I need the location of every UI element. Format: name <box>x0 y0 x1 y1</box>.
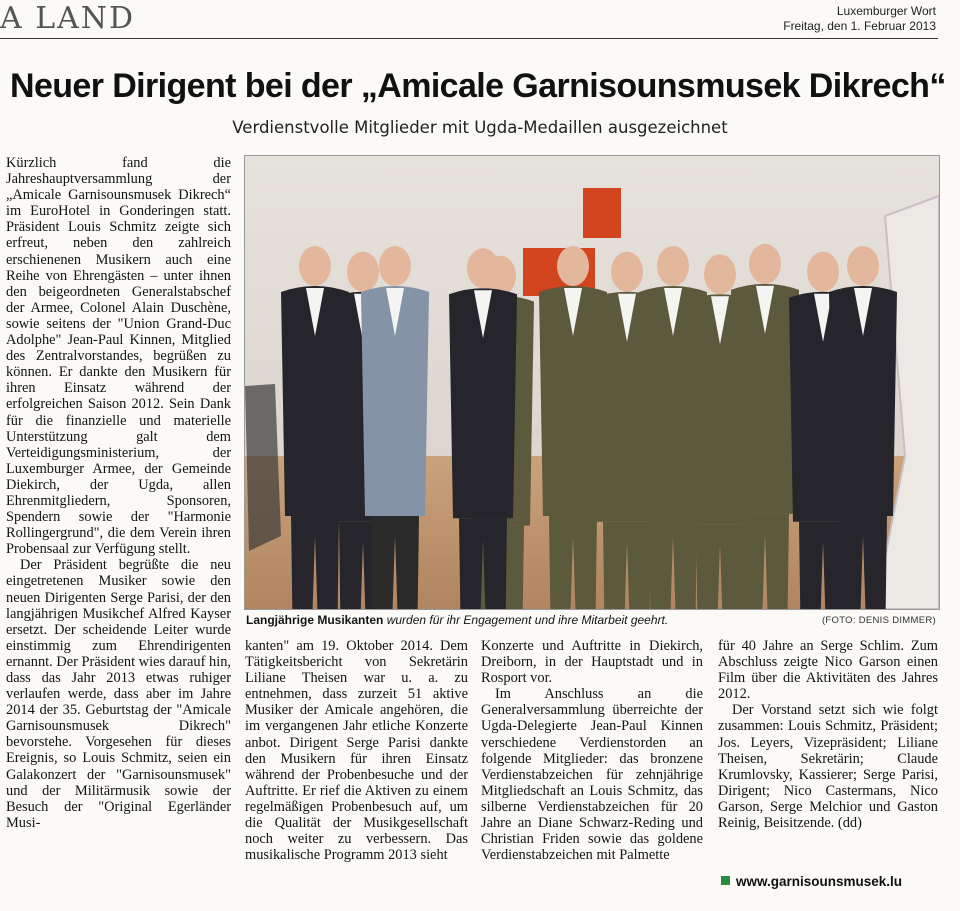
people-group <box>281 244 897 609</box>
section-title: A LAND <box>0 1 136 36</box>
publication-name: Luxemburger Wort <box>836 4 936 18</box>
article-column-1 <box>6 155 231 899</box>
website-link[interactable] <box>721 874 902 889</box>
caption-text: wurden für ihr Engagement und ihre Mitarbeit geehrt. <box>383 613 669 627</box>
publication-info <box>783 4 936 34</box>
red-panel <box>583 188 621 238</box>
article-headline: Neuer Dirigent bei der „Amicale Garnisounsmusek Dikrech“ <box>10 67 946 105</box>
photo-credit: (FOTO: DENIS DIMMER) <box>821 615 936 626</box>
page-header <box>0 0 960 40</box>
paragraph: kanten" am 19. Oktober 2014. Dem Tätigkeitsbericht von Sekretärin Liliane Theisen war u. a. zu entnehmen, dass zurzeit 51 aktive Musiker der Amicale angehören, die im vergangenen Jahr etliche Konzerte anbot. Dirigent Serge Parisi dankte den Musikern für ihren Einsatz während der Probenbesuche und der Auftritte. Er rief die Aktiven zu einem regelmäßigen Probenbesuch auf, um die Qualität der Musikgesellschaft noch weiter zu verbessern. Das musikalische Programm 2013 sieht <box>245 638 468 864</box>
article-column-3 <box>481 638 703 896</box>
paragraph: für 40 Jahre an Serge Schlim. Zum Abschluss zeigte Nico Garson einen Film über die Aktivitäten des Jahres 2012. <box>718 638 938 703</box>
caption-keyword: Langjährige Musikanten <box>246 613 384 627</box>
paragraph: Konzerte und Auftritte in Diekirch, Dreiborn, in der Hauptstadt und in Rosport vor. <box>481 638 703 687</box>
article-column-2 <box>245 638 468 896</box>
group-photo <box>244 155 940 610</box>
article-subheadline: Verdienstvolle Mitglieder mit Ugda-Medaillen ausgezeichnet <box>232 118 728 137</box>
chair <box>245 384 281 551</box>
paragraph: Der Vorstand setzt sich wie folgt zusammen: Louis Schmitz, Präsident; Jos. Leyers, Vizepräsident; Liliane Theisen, Sekretärin; Claude Krumlovsky, Kassierer; Serge Parisi, Dirigent; Nico Castermans, Nico Garson, Serge Melchior und Gaston Reinig, Beisitzende. (dd) <box>718 702 938 832</box>
website-url: www.garnisounsmusek.lu <box>736 874 903 889</box>
group-photo-illustration <box>245 156 939 609</box>
green-square-icon <box>721 876 730 885</box>
photo-caption <box>244 611 938 629</box>
article-column-4 <box>718 638 938 868</box>
publication-date: Freitag, den 1. Februar 2013 <box>783 19 936 33</box>
paragraph: Der Präsident begrüßte die neu eingetretenen Musiker sowie den neuen Dirigenten Serge Parisi, der den langjährigen Musikchef Alfred Kayser ersetzt. Der scheidende Leiter wurde einstimmig zum Ehrendirigenten ernannt. Der Präsident wies darauf hin, dass das Jahr 2013 etwas ruhiger verlaufen werde, dass aber im Jahre 2014 der 35. Geburtstag der "Amicale Garnisounsmusek Dikrech" bevorstehe. Vorgesehen für dieses Ereignis, so Louis Schmitz, seien ein Galakonzert der "Garnisounsmusek" und der Militärmusik sowie der Besuch der "Original Egerländer Musi- <box>6 557 231 831</box>
header-rule <box>0 38 938 39</box>
paragraph: Kürzlich fand die Jahreshauptversammlung der „Amicale Garnisounsmusek Dikrech“ im EuroHotel in Gonderingen statt. Präsident Louis Schmitz zeigte sich erfreut, neben den zahlreich erschienenen Musikern auch eine Reihe von Ehrengästen – unter ihnen den beigeordneten Generalstabschef der Armee, Colonel Alain Duschène, sowie seitens der "Union Grand-Duc Adolphe" Jean-Paul Kinnen, Mitglied des Zentralvorstandes, begrüßen zu können. Er dankte den Musikern für ihren Einsatz während der erfolgreichen Saison 2012. Sein Dank für die finanzielle und materielle Unterstützung galt dem Verteidigungsministerium, der Luxemburger Armee, der Gemeinde Diekirch, der Ugda, allen Ehrenmitgliedern, Sponsoren, Spendern sowie der "Harmonie Rollingergrund", die dem Verein ihren Probensaal zur Verfügung stellt. <box>6 155 231 558</box>
paragraph: Im Anschluss an die Generalversammlung überreichte der Ugda-Delegierte Jean-Paul Kinnen verschiedene Verdienstorden an folgende Mitglieder: das bronzene Verdienstabzeichen für zehnjährige Mitgliedschaft an Louis Schmitz, das silberne Verdienstabzeichen für 20 Jahre an Diane Schwarz-Reding und Christian Friden sowie das goldene Verdienstabzeichen mit Palmette <box>481 686 703 864</box>
